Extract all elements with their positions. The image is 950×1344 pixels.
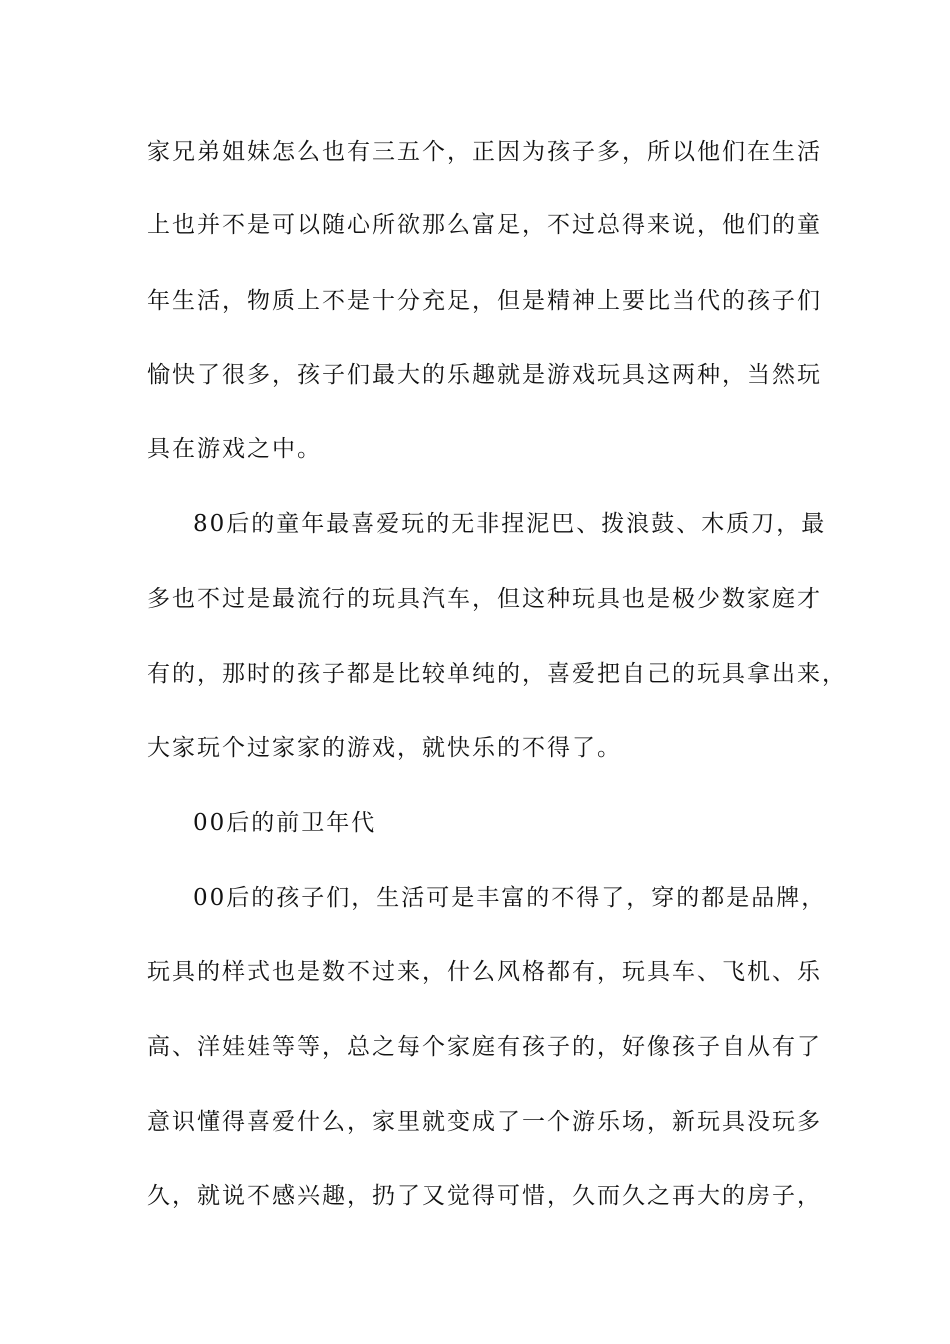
- text-line: 具在游戏之中。: [147, 436, 322, 462]
- text-line: 大家玩个过家家的游戏，就快乐的不得了。: [147, 735, 622, 761]
- paragraph-first-line: 80后的童年最喜爱玩的无非捏泥巴、拨浪鼓、木质刀，最: [193, 511, 827, 537]
- text-line: 高、洋娃娃等等，总之每个家庭有孩子的，好像孩子自从有了: [147, 1034, 822, 1060]
- section-heading: 00后的前卫年代: [193, 810, 377, 836]
- text-line: 意识懂得喜爱什么，家里就变成了一个游乐场，新玩具没玩多: [147, 1109, 822, 1135]
- text-line: 家兄弟姐妹怎么也有三五个，正因为孩子多，所以他们在生活: [147, 139, 822, 165]
- text-line: 有的，那时的孩子都是比较单纯的，喜爱把自己的玩具拿出来，: [147, 661, 847, 687]
- text-line: 久，就说不感兴趣，扔了又觉得可惜，久而久之再大的房子，: [147, 1183, 822, 1209]
- paragraph-first-line: 00后的孩子们，生活可是丰富的不得了，穿的都是品牌，: [193, 885, 827, 911]
- text-line: 多也不过是最流行的玩具汽车，但这种玩具也是极少数家庭才: [147, 586, 822, 612]
- text-line: 愉快了很多，孩子们最大的乐趣就是游戏玩具这两种，当然玩: [147, 362, 822, 388]
- text-line: 玩具的样式也是数不过来，什么风格都有，玩具车、飞机、乐: [147, 959, 822, 985]
- text-line: 上也并不是可以随心所欲那么富足，不过总得来说，他们的童: [147, 212, 822, 238]
- text-line: 年生活，物质上不是十分充足，但是精神上要比当代的孩子们: [147, 288, 822, 314]
